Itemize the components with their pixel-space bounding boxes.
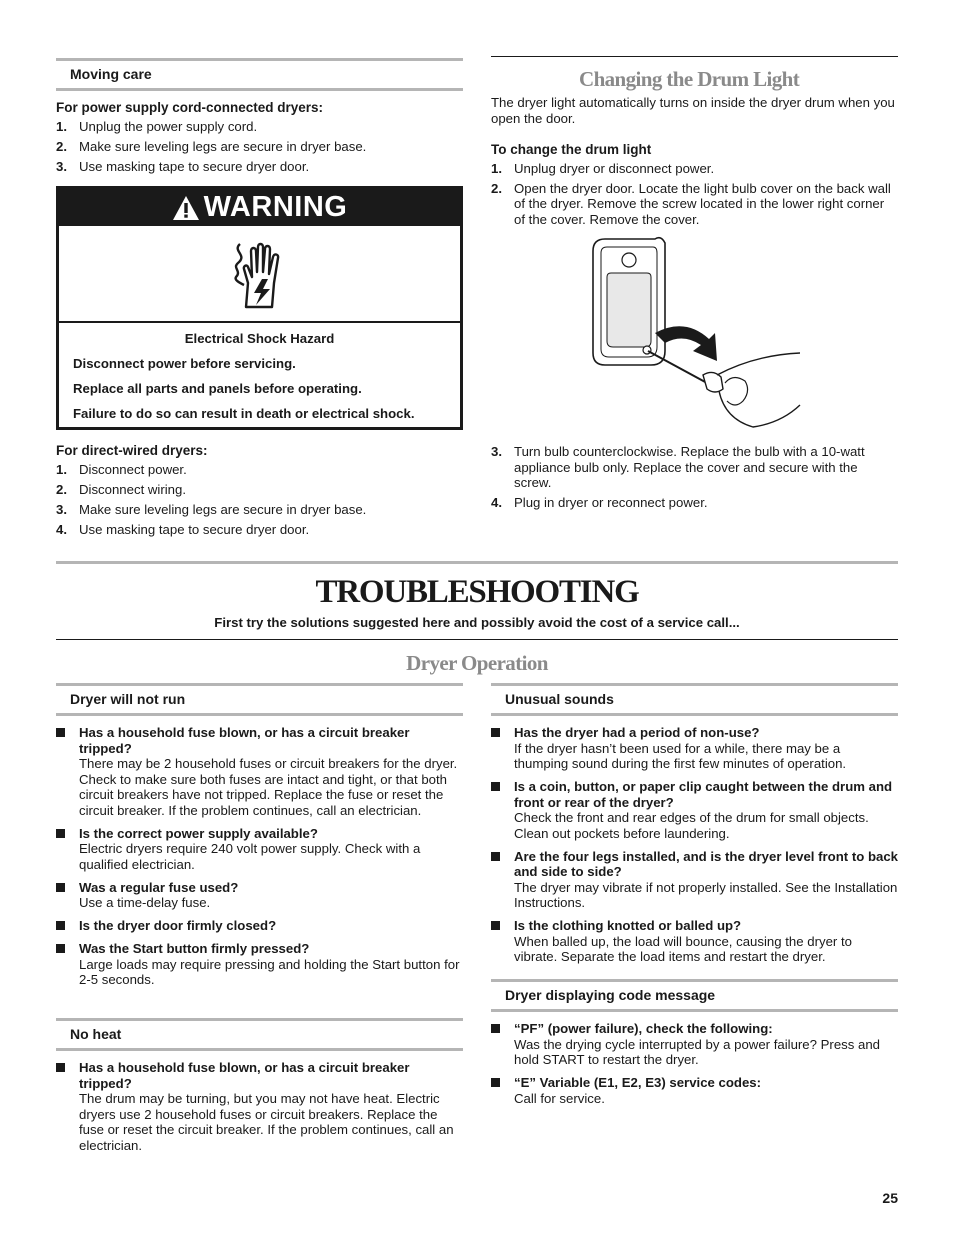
drum-light-steps-a — [491, 161, 898, 228]
answer: There may be 2 household fuses or circuit breakers for the dryer. Check to make sure both fuses are intact and tight, or that both circuit breakers have not tripped. Replace the fuse or reset the circuit breaker. If the problem continues, call an electrician. — [79, 756, 458, 818]
cord-step — [56, 119, 463, 135]
not-run-body — [56, 725, 463, 995]
bullet-icon — [491, 782, 500, 791]
bullet-icon — [56, 883, 65, 892]
list-item — [56, 1060, 463, 1153]
question: “PF” (power failure), check the following: — [514, 1021, 773, 1036]
list-item — [56, 826, 463, 873]
cord-step — [56, 159, 463, 175]
drum-light-rule — [491, 56, 898, 57]
warning-bar — [59, 189, 460, 226]
step-text: Disconnect power. — [79, 461, 187, 477]
code-msg-header — [491, 979, 898, 1012]
sounds-header — [491, 683, 898, 716]
warning-text — [59, 323, 460, 422]
sounds-body — [491, 725, 898, 972]
step-num: 3. — [491, 444, 502, 459]
list-item — [491, 779, 898, 841]
direct-step — [56, 482, 463, 498]
question: Is the correct power supply available? — [79, 825, 318, 841]
bullet-icon — [491, 1078, 500, 1087]
direct-step — [56, 502, 463, 518]
step-text: Use masking tape to secure dryer door. — [79, 521, 310, 537]
warning-label: WARNING — [203, 190, 348, 223]
step-num: 2. — [491, 180, 502, 196]
answer: The dryer may vibrate if not properly installed. See the Installation Instructions. — [514, 879, 898, 910]
drum-light-intro: The dryer light automatically turns on inside the dryer drum when you open the door. — [491, 95, 895, 126]
answer: Was the drying cycle interrupted by a power failure? Press and hold START to restart the dryer. — [514, 1036, 881, 1067]
drum-light-steps-b — [491, 444, 898, 511]
bullet-icon — [491, 852, 500, 861]
code-msg-title: Dryer displaying code message — [505, 986, 716, 1003]
step-num: 3. — [56, 158, 67, 174]
answer: Call for service. — [514, 1090, 605, 1106]
list-item — [491, 1021, 898, 1068]
question: Has a household fuse blown, or has a circuit breaker tripped? — [79, 1060, 410, 1091]
list-item — [491, 725, 898, 772]
bullet-icon — [56, 1063, 65, 1072]
question: Is a coin, button, or paper clip caught between the drum and front or rear of the dryer? — [514, 779, 893, 810]
drum-light-subheading: To change the drum light — [491, 142, 652, 157]
step-text: Unplug dryer or disconnect power. — [514, 160, 715, 176]
no-heat-title: No heat — [70, 1025, 122, 1042]
list-item — [56, 880, 463, 911]
step-text: Use masking tape to secure dryer door. — [79, 158, 310, 174]
code-msg-body — [491, 1021, 898, 1114]
step-num: 2. — [56, 481, 67, 497]
step-text: Make sure leveling legs are secure in dryer base. — [79, 501, 367, 517]
step-text: Make sure leveling legs are secure in dryer base. — [79, 138, 367, 154]
bullet-icon — [491, 921, 500, 930]
warning-line-3: Failure to do so can result in death or electrical shock. — [73, 406, 415, 421]
answer: Electric dryers require 240 volt power supply. Check with a qualified electrician. — [79, 841, 421, 872]
not-run-header — [56, 683, 463, 716]
step-num: 3. — [56, 501, 67, 517]
drum-light-cover-illustration — [585, 233, 805, 433]
step-text: Plug in dryer or reconnect power. — [514, 495, 708, 510]
drum-light-section — [491, 65, 898, 232]
direct-wired-body — [56, 443, 463, 542]
drum-step — [491, 444, 898, 491]
moving-care-body — [56, 100, 463, 179]
list-item — [491, 849, 898, 911]
direct-heading: For direct-wired dryers: — [56, 443, 208, 458]
question: Was a regular fuse used? — [79, 879, 239, 895]
answer: If the dryer hasn’t been used for a while, there may be a thumping sound during the first few minutes of operation. — [514, 740, 847, 771]
step-text: Unplug the power supply cord. — [79, 118, 258, 134]
no-heat-header — [56, 1018, 463, 1051]
answer: Large loads may require pressing and holding the Start button for 2-5 seconds. — [79, 956, 460, 987]
answer: The drum may be turning, but you may not have heat. Electric dryers use 2 household fuses or circuit breakers. Replace the fuse or reset the circuit breaker. If the problem continues, call an electrician. — [79, 1091, 454, 1153]
bullet-icon — [56, 944, 65, 953]
electrical-shock-hand-icon — [230, 239, 290, 311]
step-num: 4. — [56, 521, 67, 537]
bullet-icon — [56, 921, 65, 930]
dryer-operation-title: Dryer Operation — [406, 651, 548, 675]
step-num: 1. — [56, 461, 67, 477]
question: “E” Variable (E1, E2, E3) service codes: — [514, 1075, 762, 1090]
direct-step — [56, 522, 463, 538]
question: Has the dryer had a period of non-use? — [514, 725, 760, 740]
warning-triangle-icon — [172, 195, 200, 221]
answer: Check the front and rear edges of the drum for small objects. Clean out pockets before laundering. — [514, 810, 869, 841]
step-num: 4. — [491, 495, 502, 510]
not-run-list — [56, 725, 463, 988]
direct-step — [56, 462, 463, 478]
code-msg-list — [491, 1021, 898, 1106]
answer: Use a time-delay fuse. — [79, 895, 211, 910]
drum-step — [491, 495, 898, 511]
question: Has a household fuse blown, or has a circuit breaker tripped? — [79, 725, 410, 756]
sounds-title: Unusual sounds — [505, 690, 614, 707]
warning-line-2: Replace all parts and panels before operating. — [73, 381, 362, 396]
warning-hazard: Electrical Shock Hazard — [184, 331, 335, 346]
drum-step — [491, 161, 898, 177]
question: Is the clothing knotted or balled up? — [514, 918, 742, 933]
list-item — [491, 918, 898, 965]
warning-box — [56, 186, 463, 430]
warning-line-1: Disconnect power before servicing. — [73, 356, 296, 371]
cord-step — [56, 139, 463, 155]
bullet-icon — [491, 728, 500, 737]
list-item — [56, 941, 463, 988]
list-item — [491, 1075, 898, 1106]
no-heat-list — [56, 1060, 463, 1153]
page-number: 25 — [882, 1190, 898, 1206]
warning-icon-area — [59, 226, 460, 323]
troubleshooting-bottom-rule — [56, 639, 898, 640]
drum-light-steps-b-wrap — [491, 444, 898, 515]
question: Is the dryer door firmly closed? — [79, 918, 277, 933]
troubleshooting-top-rule — [56, 561, 898, 564]
question: Are the four legs installed, and is the dryer level front to back and side to side? — [514, 848, 898, 879]
step-text: Turn bulb counterclockwise. Replace the bulb with a 10-watt appliance bulb only. Replace the cover and secure with the screw. — [514, 444, 865, 490]
step-text: Disconnect wiring. — [79, 481, 187, 497]
no-heat-body — [56, 1060, 463, 1161]
sounds-list — [491, 725, 898, 965]
list-item — [56, 918, 463, 934]
moving-care-title: Moving care — [70, 65, 152, 82]
drum-step — [491, 181, 898, 228]
answer: When balled up, the load will bounce, causing the dryer to vibrate. Separate the load items and restart the dryer. — [514, 933, 852, 964]
cord-heading: For power supply cord-connected dryers: — [56, 100, 324, 115]
step-num: 1. — [491, 160, 502, 176]
troubleshooting-title: TROUBLESHOOTING — [315, 574, 639, 610]
bullet-icon — [56, 829, 65, 838]
direct-steps — [56, 462, 463, 538]
bullet-icon — [56, 728, 65, 737]
cord-steps — [56, 119, 463, 175]
question: Was the Start button firmly pressed? — [79, 941, 310, 956]
step-num: 1. — [56, 118, 67, 134]
list-item — [56, 725, 463, 818]
step-num: 2. — [56, 138, 67, 154]
drum-light-title: Changing the Drum Light — [579, 67, 800, 91]
step-text: Open the dryer door. Locate the light bulb cover on the back wall of the dryer. Remove the screw located in the lower right corner of the cover. Remove the cover. — [514, 180, 891, 227]
not-run-title: Dryer will not run — [70, 690, 186, 707]
moving-care-header — [56, 58, 463, 91]
troubleshooting-subtitle: First try the solutions suggested here and possibly avoid the cost of a service call... — [214, 615, 740, 630]
bullet-icon — [491, 1024, 500, 1033]
